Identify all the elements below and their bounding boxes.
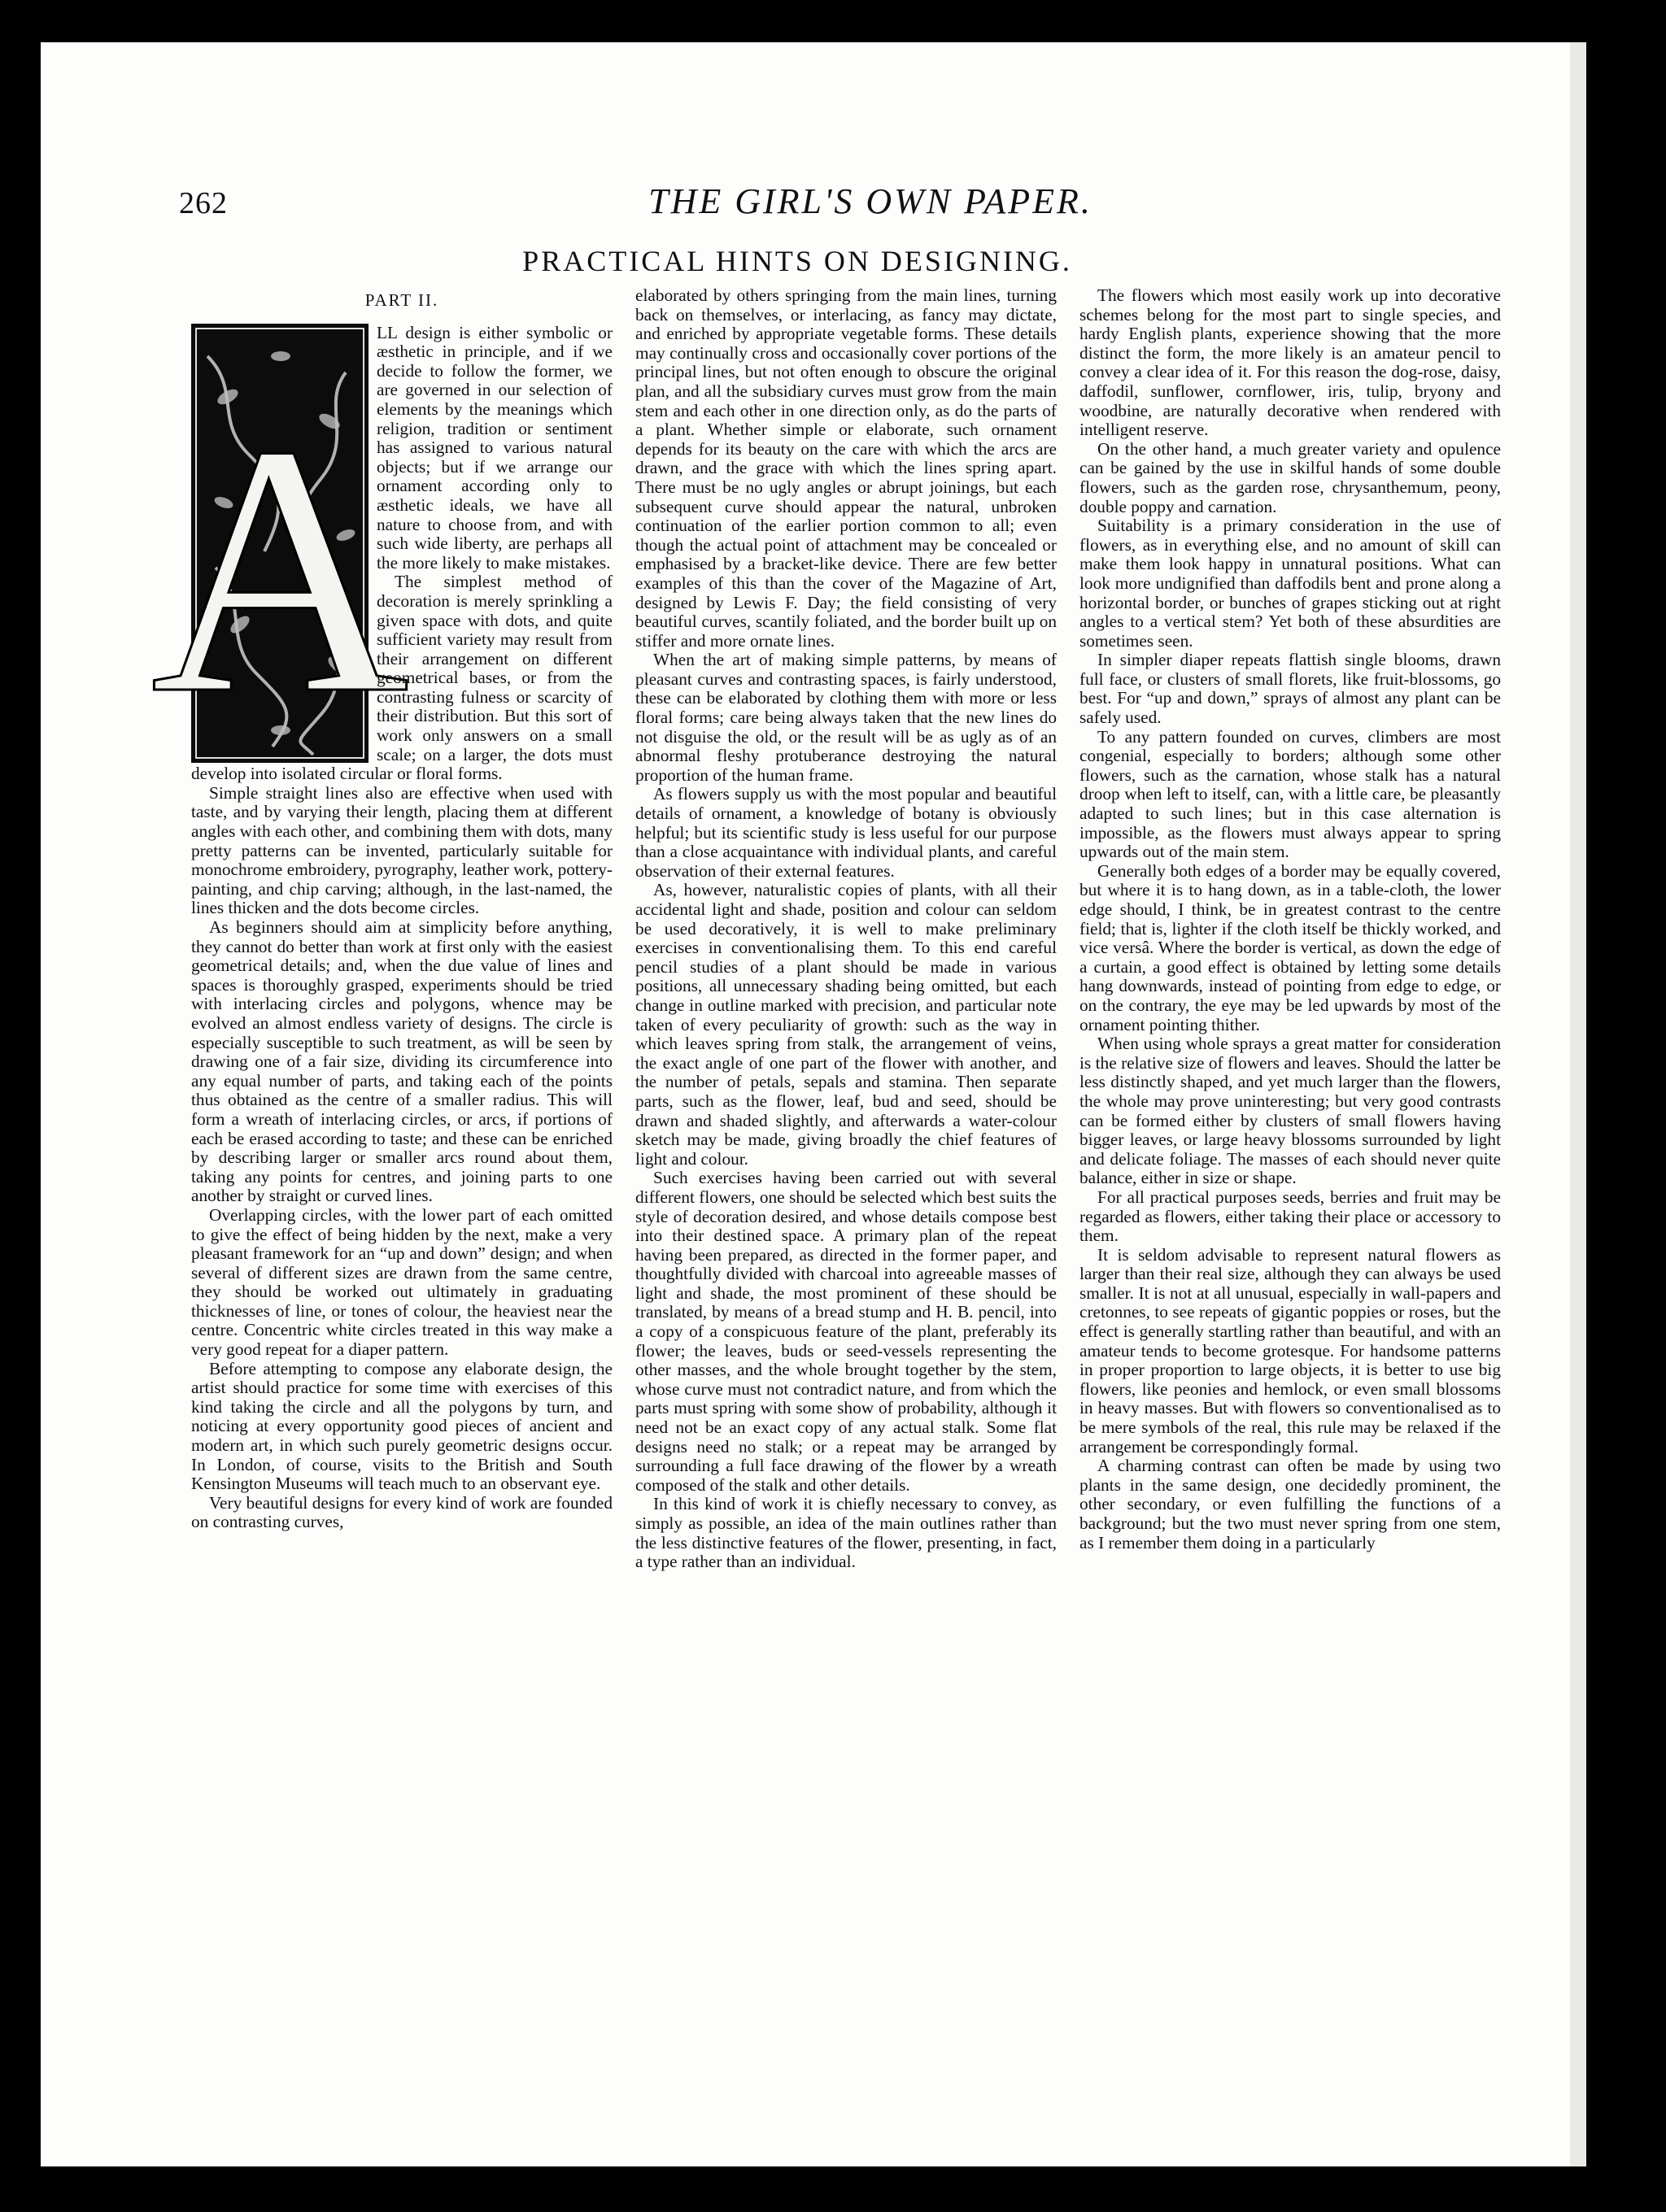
paragraph: On the other hand, a much greater variety and opulence can be gained by the use in skilful hands of some double flowers, such as the garden rose, chrysanthemum, peony, double poppy and carnation. — [1079, 438, 1501, 516]
paragraph: In this kind of work it is chiefly necessary to convey, as simply as possible, an idea of the main outlines rather than the less distinctive features of the flower, presenting, in fact, a type rather than an individual. — [635, 1494, 1057, 1572]
page-header — [41, 181, 1570, 237]
paragraph: Generally both edges of a border may be equally covered, but where it is to hang down, as in a table-cloth, the lower edge should, I think, be in greatest contrast to the centre field; that is, lighter if the cloth itself be thickly worked, and vice versâ. Where the border is vertical, as down the edge of a curtain, a good effect is obtained by letting some details hang downwards, instead of pointing from edge to edge, or on the contrary, the eye may be led upwards by most of the ornament pointing thither. — [1079, 860, 1501, 1034]
paragraph: Before attempting to compose any elaborate design, the artist should practice for some time with exercises of this kind taking the circle and all the polygons by turn, and noticing at every opportunity good pieces of ancient and modern art, in which such purely geometric designs occur. In London, of course, visits to the British and South Kensington Museums will teach much to an observant eye. — [191, 1358, 613, 1494]
paragraph: Suitability is a primary consideration in the use of flowers, as in everything else, and no amount of skill can make them look happy in unnatural positions. What can look more undignified than daffodils bent and prone along a horizontal border, or bunches of grapes sticking out at right angles to a vertical stem? Yet both of these absurdities are sometimes seen. — [1079, 516, 1501, 651]
paragraph: elaborated by others springing from the main lines, turning back on themselves, or interlacing, as fancy may dictate, and enriched by appropriate vegetable forms. These details may continually cross and occasionally cover portions of the principal lines, but not often enough to obscure the original plan, and all the subsidiary curves must grow from the main stem and each other in one direction only, as do the parts of a plant. Whether simple or elaborate, such ornament depends for its beauty on the care with which the arcs are drawn, and the grace with which the lines spring apart. There must be no ugly angles or abrupt joinings, but each subsequent curve should appear the natural, unbroken continuation of the earlier portion common to all; even though the actual point of attachment may be concealed or emphasised by a bracket-like device. There are few better examples of this than the cover of the Magazine of Art, designed by Lewis F. Day; the field consisting of very beautiful curves, scantily foliated, and the border built up on stiffer and more ornate lines. — [635, 285, 1057, 651]
paragraph: In simpler diaper repeats flattish single blooms, drawn full face, or clusters of small florets, like fruit-blossoms, go best. For “up and down,” sprays of almost any plant can be safely used. — [1079, 650, 1501, 728]
paragraph: The simplest method of decoration is merely sprinkling a given space with dots, and quite sufficient variety may result from their arrangement on different geometrical bases, or from the contrasting fulness or scarcity of their distribution. But this sort of work only answers on a small scale; on a larger, the dots must develop into isolated circular or floral forms. — [191, 572, 613, 784]
paragraph: To any pattern founded on curves, climbers are most congenial, especially to borders; although some other flowers, such as the carnation, whose stalk has a natural droop when left to itself, can, with a little care, be pleasantly adapted to such lines; but in this case alternation is impossible, as the flowers must always appear to spring upwards out of the main stem. — [1079, 726, 1501, 862]
part-label: PART II. — [364, 290, 439, 310]
column-2 — [635, 286, 1057, 2116]
paragraph: A charming contrast can often be made by using two plants in the same design, one decidedly prominent, the other secondary, or even fulfilling the functions of a background; but the two must never spring from one stem, as I remember them doing in a particularly — [1079, 1456, 1501, 1552]
journal-title: THE GIRL'S OWN PAPER. — [648, 181, 1092, 221]
drop-cap-illustration — [150, 324, 409, 768]
column-1 — [150, 286, 613, 2116]
paragraph: LL design is either symbolic or æsthetic in principle, and if we decide to follow the former, we are governed in our selection of elements by the meanings which religion, tradition or sentiment has assigned to various natural objects; but if we arrange our ornament according only to æsthetic ideals, we have all nature to choose from, and with such wide liberty, are perhaps all the more likely to make mistakes. — [377, 322, 613, 573]
paragraph: As flowers supply us with the most popular and beautiful details of ornament, a knowledge of botany is obviously helpful; but its scientific study is less useful for our purpose than a close acquaintance with individual plants, and careful observation of their external features. — [635, 784, 1057, 881]
paragraph: Very beautiful designs for every kind of work are founded on contrasting curves, — [191, 1492, 613, 1532]
paragraph: As, however, naturalistic copies of plants, with all their accidental light and shade, position and colour can seldom be used decoratively, it is well to make preliminary exercises in conventionalising them. To this end careful pencil studies of a plant should be made in various positions, all unnecessary shading being omitted, but each change in outline marked with precision, and particular note taken of every peculiarity of growth: such as the way in which leaves spring from stalk, the arrangement of veins, the exact angle of one part of the flower with another, and the number of petals, sepals and stamina. Then separate parts, such as the flower, leaf, bud and seed, should be drawn and shaded slightly, and afterwards a water-colour sketch may be made, giving broadly the chief features of light and colour. — [635, 880, 1057, 1169]
paragraph: Overlapping circles, with the lower part of each omitted to give the effect of being hidden by the next, make a very pleasant framework for an “up and down” design; and when several of different sizes are drawn from the same centre, they should be worked out ultimately in graduating thicknesses of line, or tones of colour, the heaviest near the centre. Concentric white circles treated in this way make a very good repeat for a diaper pattern. — [191, 1204, 613, 1360]
page-number: 262 — [179, 186, 228, 220]
paragraph: Such exercises having been carried out with several different flowers, one should be selected which best suits the style of decoration desired, and whose details compose best into their destined space. A primary plan of the repeat having been prepared, as directed in the former paper, and thoughtfully divided with charcoal into agreeable masses of light and shade, the most prominent of these should be translated, by means of a bread stump and H. B. pencil, into a copy of a conspicuous feature of the plant, preferably its flower; the leaves, buds or seed-vessels representing the other masses, and the whole brought together by the stem, whose curve must not contradict nature, and from which the parts must spring with some show of probability, although it need not be an exact copy of any actual stalk. Some flat designs need no stalk; or a repeat may be arranged by surrounding a full face drawing of the flower by a wreath composed of the stalk and other details. — [635, 1168, 1057, 1495]
paragraph: The flowers which most easily work up into decorative schemes belong for the most part to single species, and hardy English plants, experience showing that the more distinct the form, the more likely is an amateur pencil to convey a clear idea of it. For this reason the dog-rose, daisy, daffodil, sunflower, cornflower, iris, tulip, bryony and woodbine, are naturally decorative when rendered with intelligent reserve. — [1079, 285, 1501, 440]
page-edge — [1570, 42, 1586, 2166]
paragraph: For all practical purposes seeds, berries and fruit may be regarded as flowers, either taking their place or accessory to them. — [1079, 1187, 1501, 1246]
paragraph: As beginners should aim at simplicity before anything, they cannot do better than work at first only with the easiest geometrical details; and, when the due value of lines and spaces is thoroughly grasped, experiments should be tried with interlacing circles and polygons, whence may be evolved an almost endless variety of designs. The circle is especially susceptible to such treatment, as will be seen by drawing one of a fair size, dividing its circumference into any equal number of parts, and taking each of the points thus obtained as the centre of a smaller radius. This will form a wreath of interlacing circles, or arcs, if portions of each be erased according to taste; and these can be enriched by describing larger or smaller arcs round about them, taking any points for centres, and joining parts to one another by straight or curved lines. — [191, 917, 613, 1206]
paragraph: Simple straight lines also are effective when used with taste, and by varying their length, placing them at different angles with each other, and combining them with dots, many pretty patterns can be invented, particularly suitable for monochrome embroidery, pyrography, leather work, pottery-painting, and chip carving; although, in the last-named, the lines thicken and the dots become circles. — [191, 782, 613, 918]
article-body — [150, 285, 1501, 2116]
paragraph: When using whole sprays a great matter for consideration is the relative size of flowers and leaves. Should the latter be less distinctly shaped, and yet much larger than the flowers, the whole may prove uninteresting; but very good contrasts can be formed either by clusters of small flowers having bigger leaves, or large heavy blossoms surrounded by light and delicate foliage. The masses of each should never quite balance, either in size or shape. — [1079, 1034, 1501, 1188]
page — [41, 42, 1570, 2166]
article-title: PRACTICAL HINTS ON DESIGNING. — [522, 245, 1072, 277]
paragraph: When the art of making simple patterns, by means of pleasant curves and contrasting spaces, is fairly understood, these can be elaborated by clothing them with more or less floral forms; care being always taken that the new lines do not disguise the old, or the result will be as ugly as of an abnormal fleshy protuberance destroying the natural proportion of the human frame. — [635, 650, 1057, 785]
drop-cap-letter: A — [150, 371, 409, 768]
column-3 — [1079, 286, 1501, 2116]
paragraph: It is seldom advisable to represent natural flowers as larger than their real size, although they can always be used smaller. It is not at all unusual, especially in wall-papers and cretonnes, to see repeats of gigantic poppies or roses, but the effect is generally startling rather than beautiful, and with an amateur tends to become grotesque. For handsome patterns in proper proportion to large objects, it is better to use big flowers, like peonies and hemlock, or even small blossoms in heavy masses. But with flowers so conventionalised as to be mere symbols of the real, this rule may be relaxed if the arrangement be correspondingly formal. — [1079, 1244, 1501, 1457]
